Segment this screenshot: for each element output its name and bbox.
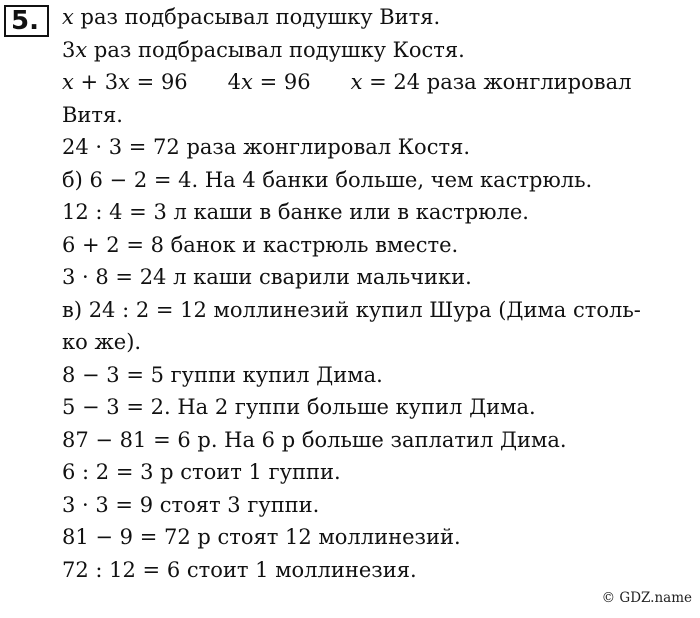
solution-line: [62, 1, 440, 33]
variable: x: [62, 70, 74, 94]
variable: x: [62, 5, 74, 29]
solution-line: [62, 164, 592, 196]
solution-line: [62, 326, 141, 358]
text-run: 3 · 8 = 24 л каши сварили мальчики.: [62, 265, 472, 289]
solution-line: [62, 554, 417, 586]
text-run: в) 24 : 2 = 12 моллинезий купил Шура (Дима столь-: [62, 297, 641, 322]
text-run: 4: [227, 70, 242, 94]
text-run: 6 : 2 = 3 р стоит 1 гуппи.: [62, 460, 341, 484]
text-run: 24 · 3 = 72 раза жонглировал Костя.: [62, 135, 471, 159]
solution-line: [62, 424, 567, 456]
solution-line: [62, 359, 383, 391]
solution-line: [62, 456, 341, 488]
text-run: 81 − 9 = 72 р стоят 12 моллинезий.: [62, 525, 461, 549]
solution-line: [62, 131, 470, 163]
problem-number: 5.: [4, 5, 49, 37]
variable: x: [241, 70, 253, 94]
text-run: 6 + 2 = 8 банок и кастрюль вместе.: [62, 232, 459, 257]
solution-line: [62, 196, 529, 228]
text-run: + 3: [73, 70, 119, 94]
solution-line: [62, 34, 465, 66]
solution-line: [62, 521, 461, 553]
text-run: 3 · 3 = 9 стоят 3 гуппи.: [62, 492, 320, 517]
variable: x: [118, 70, 130, 94]
text-run: 8 − 3 = 5 гуппи купил Дима.: [62, 362, 383, 387]
solution-line: [62, 294, 641, 326]
text-run: 87 − 81 = 6 р. На 6 р больше заплатил Дима.: [62, 427, 567, 452]
text-run: = 24 раза жонглировал: [362, 70, 632, 94]
text-run: 72 : 12 = 6 стоит 1 моллинезия.: [62, 557, 417, 582]
text-run: ко же).: [62, 330, 142, 354]
text-run: б) 6 − 2 = 4. На 4 банки больше, чем кастрюль.: [62, 167, 593, 192]
solution-line: [62, 229, 458, 261]
text-run: = 96: [252, 70, 311, 94]
variable: x: [350, 70, 363, 94]
variable: x: [75, 37, 88, 62]
text-run: 5 − 3 = 2. На 2 гуппи больше купил Дима.: [62, 395, 536, 419]
solution-line: [62, 66, 631, 98]
solution-line: [62, 261, 472, 293]
text-run: Витя.: [62, 102, 123, 127]
solution-line: [62, 391, 536, 423]
watermark: © GDZ.name: [601, 590, 692, 606]
text-run: 12 : 4 = 3 л каши в банке или в кастрюле.: [62, 200, 529, 224]
text-run: раз подбрасывал подушку Костя.: [87, 37, 465, 62]
text-run: раз подбрасывал подушку Витя.: [73, 5, 441, 29]
solution-line: [62, 99, 123, 131]
solution-line: [62, 489, 319, 521]
text-run: = 96: [130, 70, 188, 94]
text-run: 3: [62, 37, 76, 62]
